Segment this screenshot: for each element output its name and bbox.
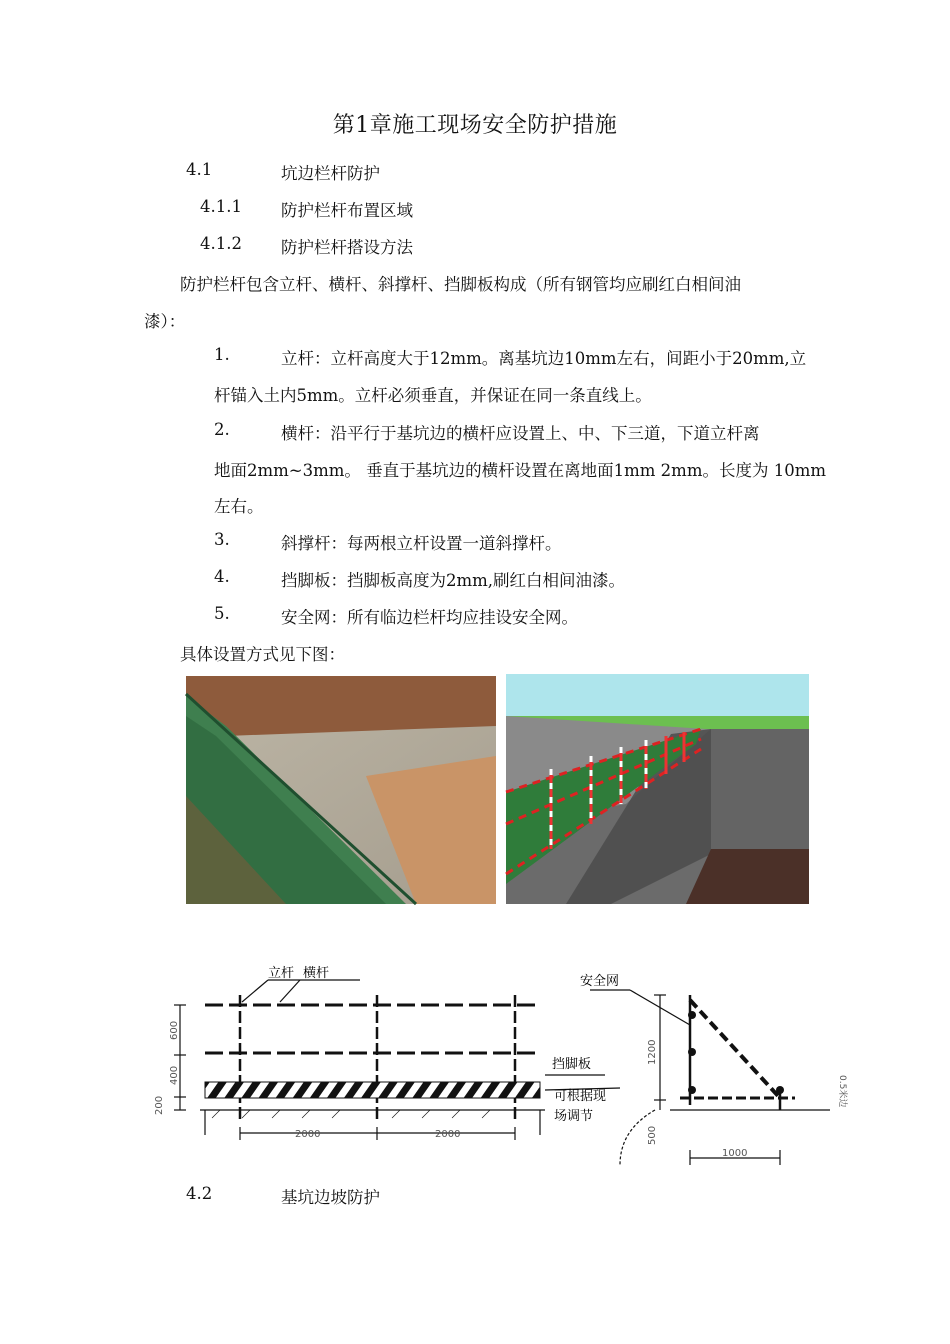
dim-400: 400: [169, 1065, 180, 1085]
dim-side: 0.5米边: [837, 1075, 847, 1108]
section-4-1-1-label: 防护栏杆布置区域: [281, 201, 413, 220]
label-rail: 横杆: [303, 966, 330, 981]
item-1-line-2: 杆锚入土内5mm。立杆必须垂直，并保证在同一条直线上。: [214, 386, 652, 405]
section-4-1-2-label: 防护栏杆搭设方法: [281, 238, 413, 257]
dim-500: 500: [647, 1125, 658, 1145]
label-adjust-1: 可根据现: [554, 1089, 607, 1104]
item-2-line-3: 左右。: [214, 497, 264, 516]
figure-caption: 具体设置方式见下图：: [180, 645, 345, 664]
page-title: 第1章施工现场安全防护措施: [332, 113, 618, 138]
section-4-1-number: 4.1: [186, 160, 213, 179]
dim-600: 600: [169, 1020, 180, 1040]
label-net: 安全网: [580, 974, 620, 989]
item-1-number: 1.: [214, 345, 230, 364]
item-4-line-1: 挡脚板：挡脚板高度为2mm,刷红白相间油漆。: [281, 571, 626, 590]
dim-2000-a: 2000: [295, 1129, 321, 1140]
section-4-1-2-number: 4.1.2: [200, 234, 242, 253]
section-4-2-label: 基坑边坡防护: [281, 1188, 380, 1207]
item-3-line-1: 斜撑杆：每两根立杆设置一道斜撑杆。: [281, 534, 562, 553]
section-4-1-label: 坑边栏杆防护: [281, 164, 380, 183]
item-3-number: 3.: [214, 530, 230, 549]
item-2-line-2: 地面2mm~3mm。 垂直于基坑边的横杆设置在离地面1mm 2mm。长度为 10mm: [214, 461, 827, 480]
item-5-line-1: 安全网：所有临边栏杆均应挂设安全网。: [281, 608, 578, 627]
item-4-number: 4.: [214, 567, 230, 586]
intro-line-1: 防护栏杆包含立杆、横杆、斜撑杆、挡脚板构成（所有钢管均应刷红白相间油: [180, 275, 741, 294]
dim-1000: 1000: [722, 1148, 748, 1159]
section-4-1-1-number: 4.1.1: [200, 197, 242, 216]
intro-line-2: 漆）：: [144, 312, 186, 331]
section-4-2-number: 4.2: [186, 1184, 213, 1203]
label-pole: 立杆: [268, 966, 295, 981]
label-toeboard: 挡脚板: [552, 1057, 592, 1072]
railing-render: [506, 674, 809, 904]
dim-2000-b: 2000: [435, 1129, 461, 1140]
label-adjust-2: 场调节: [554, 1109, 594, 1124]
dim-1200: 1200: [647, 1039, 658, 1065]
item-1-line-1: 立杆：立杆高度大于12mm。离基坑边10mm左右，间距小于20mm,立: [281, 349, 807, 368]
item-5-number: 5.: [214, 604, 230, 623]
item-2-line-1: 横杆：沿平行于基坑边的横杆应设置上、中、下三道，下道立杆离: [281, 424, 760, 443]
item-2-number: 2.: [214, 420, 230, 439]
railing-elevation-drawing: [150, 960, 847, 1175]
excavation-photo: [186, 676, 496, 904]
dim-200: 200: [154, 1095, 165, 1115]
